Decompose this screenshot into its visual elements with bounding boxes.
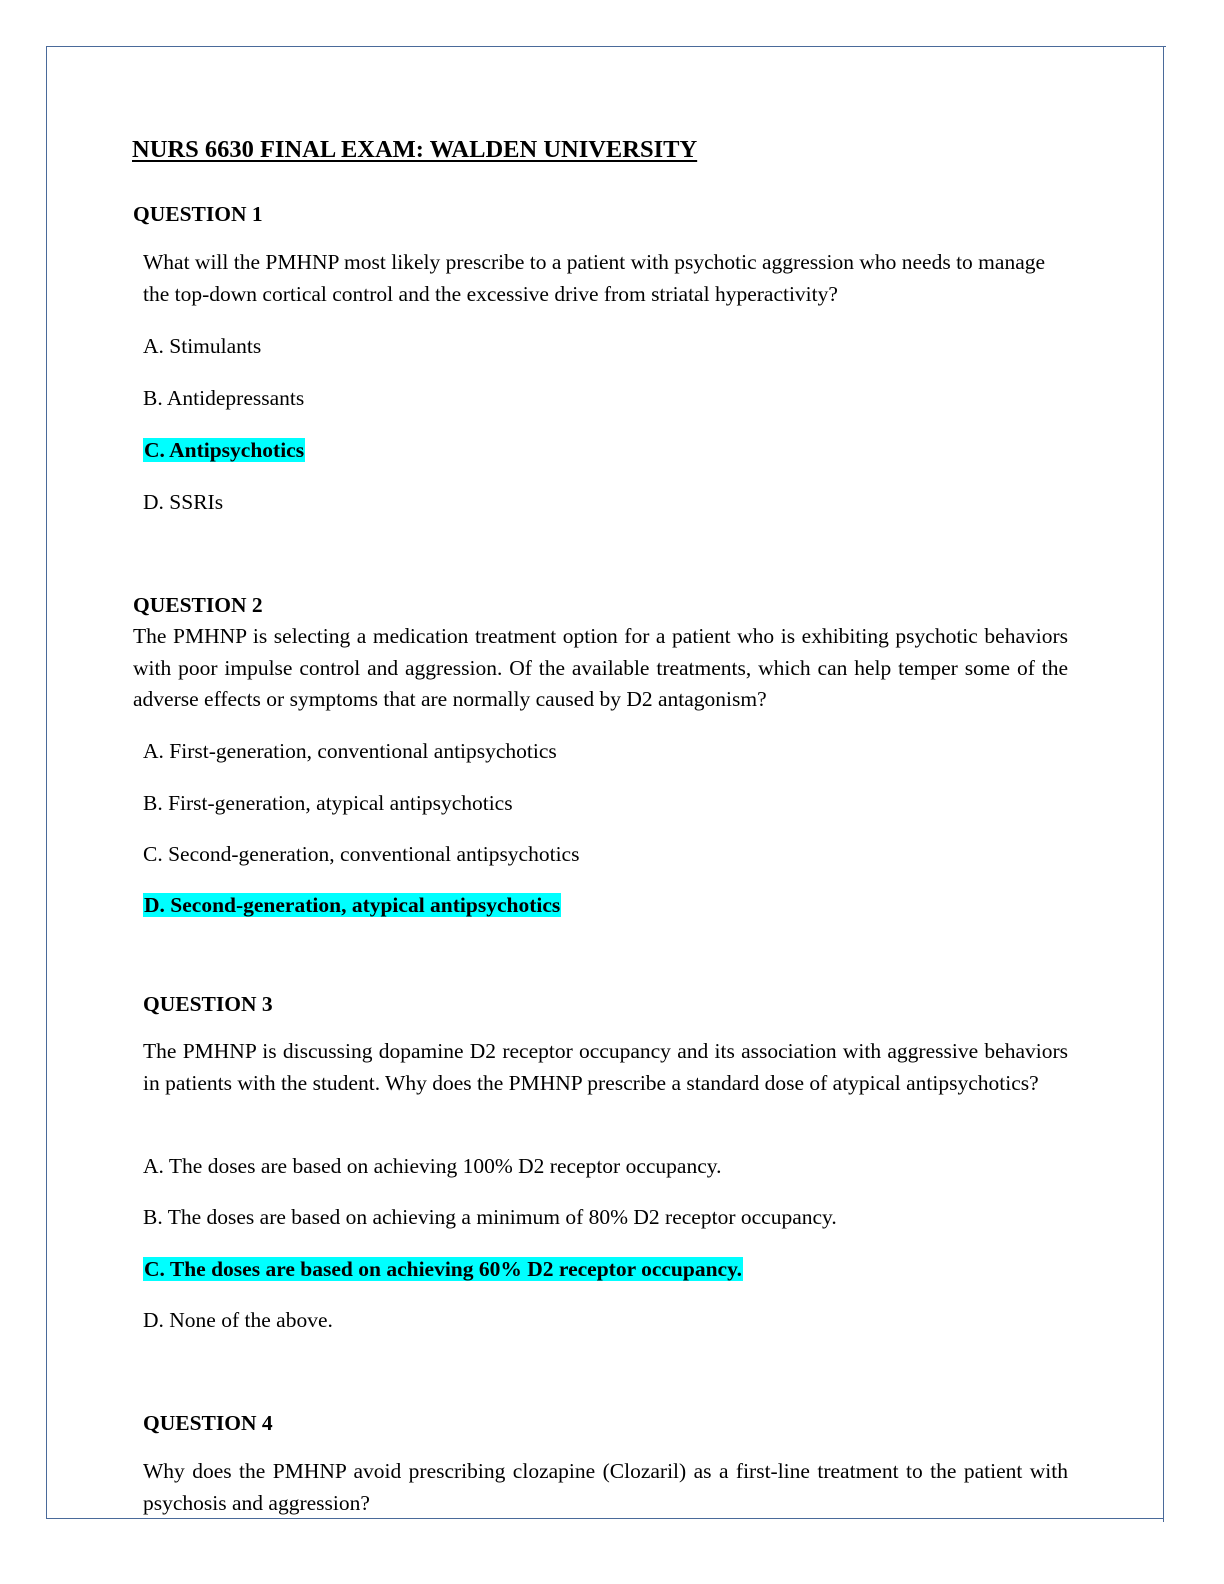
question-3-option-a: A. The doses are based on achieving 100% D2 receptor occupancy. [143,1154,722,1178]
question-2-option-a: A. First-generation, conventional antipsychotics [143,739,557,763]
question-2-heading: QUESTION 2 [133,593,263,617]
correct-answer-highlight: C. Antipsychotics [144,438,305,462]
question-1-option-a: A. Stimulants [143,334,262,358]
question-3-heading: QUESTION 3 [143,992,273,1016]
question-1-text: What will the PMHNP most likely prescribe to a patient with psychotic aggression who needs to manage the top-down cortical control and the excessive drive from striatal hyperactivity? [143,250,1046,306]
page-border-top [46,46,1164,47]
question-2-option-b: B. First-generation, atypical antipsychotics [143,791,513,815]
question-2-option-c: C. Second-generation, conventional antipsychotics [143,842,580,866]
page-border-right [1163,46,1164,1522]
page-border-left [46,46,47,1518]
question-1-option-d: D. SSRIs [143,490,224,514]
question-4-heading: QUESTION 4 [143,1411,273,1435]
question-1-option-c-correct [143,434,305,466]
correct-answer-highlight: D. Second-generation, atypical antipsychotics [144,893,561,917]
question-3-option-c-correct [143,1253,743,1285]
question-1-heading: QUESTION 1 [133,202,263,226]
question-3-text: The PMHNP is discussing dopamine D2 receptor occupancy and its association with aggressive behaviors in patients with the student. Why does the PMHNP prescribe a standard dose of atypical antipsychotics? [143,1039,1068,1095]
question-1-option-b: B. Antidepressants [143,386,305,410]
question-4-text: Why does the PMHNP avoid prescribing clozapine (Clozaril) as a first-line treatment to the patient with psychosis and aggression? [143,1459,1068,1515]
question-3-option-d: D. None of the above. [143,1308,333,1332]
page-title: NURS 6630 FINAL EXAM: WALDEN UNIVERSITY [132,136,698,163]
page-border-corner-tick [1160,46,1166,47]
correct-answer-highlight: C. The doses are based on achieving 60% D2 receptor occupancy. [144,1257,743,1281]
question-3-option-b: B. The doses are based on achieving a minimum of 80% D2 receptor occupancy. [143,1205,837,1229]
question-2-option-d-correct [143,889,561,921]
question-2-text: The PMHNP is selecting a medication treatment option for a patient who is exhibiting psychotic behaviors with poor impulse control and aggression. Of the available treatments, which can help temper some of the adverse effects or symptoms that are normally caused by D2 antagonism? [133,624,1068,711]
